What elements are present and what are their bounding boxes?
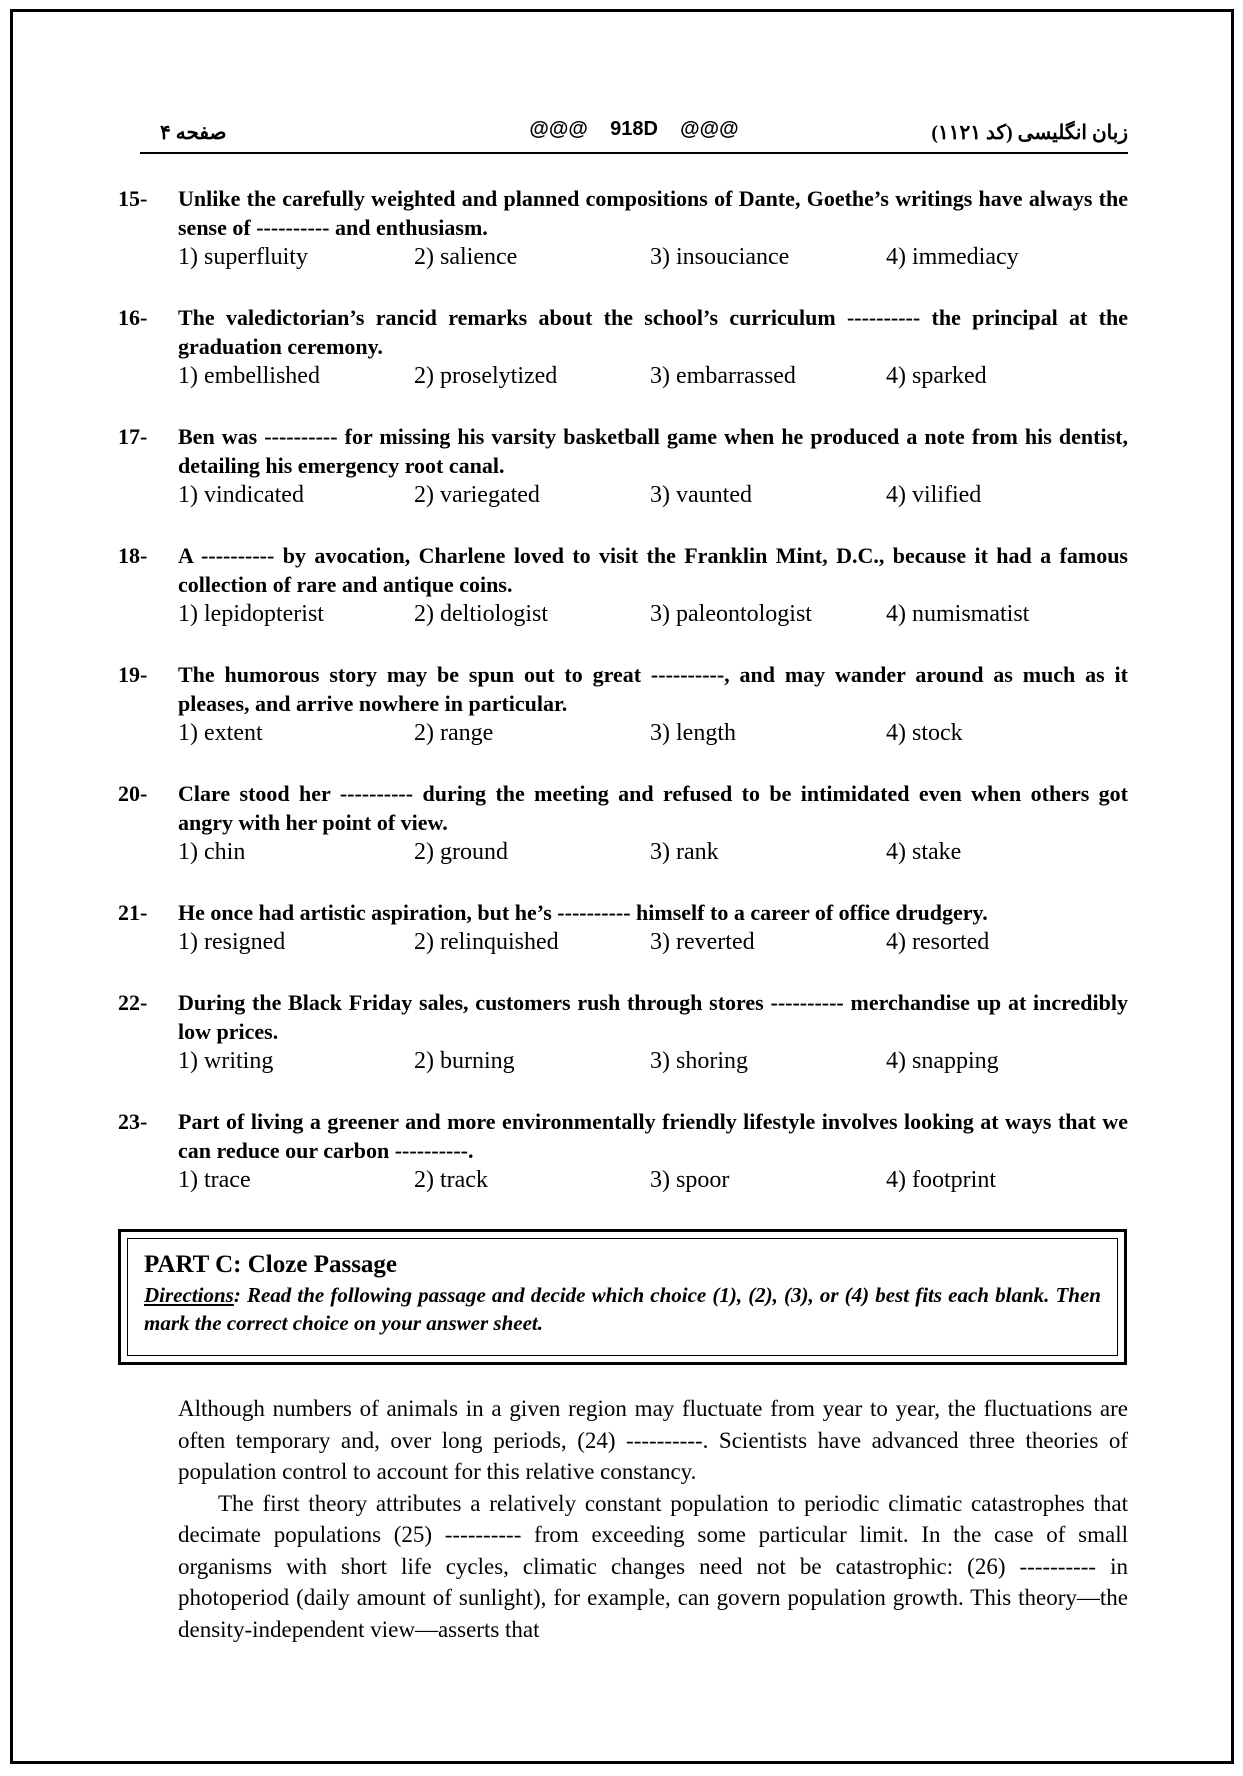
question-stem: A ---------- by avocation, Charlene loved to visit the Franklin Mint, D.C., because it had a famous collection of rare and antique coins. xyxy=(178,543,1128,597)
option-3: 3) shoring xyxy=(650,1048,748,1074)
question-stem: Part of living a greener and more environmentally friendly lifestyle involves looking at ways that we can reduce our carbon ----------. xyxy=(178,1109,1128,1163)
option-4: 4) footprint xyxy=(886,1167,996,1193)
part-c-title: PART C: Cloze Passage xyxy=(144,1251,398,1278)
option-2: 2) variegated xyxy=(414,482,540,508)
option-4: 4) numismatist xyxy=(886,601,1030,627)
option-1: 1) resigned xyxy=(178,929,286,955)
question-18 xyxy=(118,541,1128,630)
option-row xyxy=(178,242,1128,273)
question-23 xyxy=(118,1107,1128,1196)
page-number-label: صفحه ۴ xyxy=(160,122,227,144)
directions-label: Directions xyxy=(144,1283,234,1307)
option-row xyxy=(178,718,1128,749)
question-17 xyxy=(118,422,1128,511)
option-2: 2) salience xyxy=(414,244,518,270)
question-stem: The humorous story may be spun out to great ----------, and may wander around as much as it pleases, and arrive nowhere in particular. xyxy=(178,662,1128,716)
option-1: 1) superfluity xyxy=(178,244,308,270)
option-2: 2) range xyxy=(414,720,494,746)
option-3: 3) insouciance xyxy=(650,244,790,270)
question-number: 19- xyxy=(118,662,148,687)
question-number: 16- xyxy=(118,305,148,330)
question-stem: Ben was ---------- for missing his varsity basketball game when he produced a note from his dentist, detailing his emergency root canal. xyxy=(178,424,1128,478)
option-2: 2) ground xyxy=(414,839,508,865)
question-stem: Unlike the carefully weighted and planned compositions of Dante, Goethe’s writings have always the sense of ---------- and enthusiasm. xyxy=(178,186,1128,240)
option-4: 4) vilified xyxy=(886,482,982,508)
option-2: 2) deltiologist xyxy=(414,601,548,627)
option-row xyxy=(178,480,1128,511)
option-4: 4) resorted xyxy=(886,929,990,955)
question-number: 15- xyxy=(118,186,148,211)
option-2: 2) burning xyxy=(414,1048,515,1074)
cloze-passage xyxy=(178,1393,1128,1645)
option-4: 4) stake xyxy=(886,839,962,865)
option-3: 3) length xyxy=(650,720,736,746)
option-4: 4) stock xyxy=(886,720,963,746)
option-2: 2) relinquished xyxy=(414,929,559,955)
question-22 xyxy=(118,988,1128,1077)
option-3: 3) rank xyxy=(650,839,719,865)
question-number: 21- xyxy=(118,900,148,925)
option-3: 3) vaunted xyxy=(650,482,752,508)
option-1: 1) chin xyxy=(178,839,246,865)
question-stem: The valedictorian’s rancid remarks about the school’s curriculum ---------- the principal at the graduation ceremony. xyxy=(178,305,1128,359)
option-4: 4) immediacy xyxy=(886,244,1019,270)
question-stem: During the Black Friday sales, customers rush through stores ---------- merchandise up at incredibly low prices. xyxy=(178,990,1128,1044)
part-c-box xyxy=(118,1229,1127,1365)
option-row xyxy=(178,837,1128,868)
question-15 xyxy=(118,184,1128,273)
option-1: 1) writing xyxy=(178,1048,274,1074)
option-3: 3) paleontologist xyxy=(650,601,812,627)
option-row xyxy=(178,361,1128,392)
part-c-inner-frame xyxy=(127,1238,1118,1356)
passage-paragraph-2: The first theory attributes a relatively constant population to periodic climatic catastrophes that decimate populations (25) ---------- from exceeding some particular limit. In the case of small organisms with short life cycles, climatic changes need not be catastrophic: (26) ---------- in photoperiod (daily amount of sunlight), for example, can govern population growth. This theory—the density-independent view—asserts that xyxy=(178,1490,1128,1642)
question-number: 20- xyxy=(118,781,148,806)
option-row xyxy=(178,927,1128,958)
option-3: 3) reverted xyxy=(650,929,755,955)
option-3: 3) spoor xyxy=(650,1167,730,1193)
option-4: 4) snapping xyxy=(886,1048,999,1074)
option-2: 2) proselytized xyxy=(414,363,558,389)
booklet-code: @@@ 918D @@@ xyxy=(529,118,739,140)
option-2: 2) track xyxy=(414,1167,488,1193)
question-19 xyxy=(118,660,1128,749)
option-1: 1) extent xyxy=(178,720,263,746)
page-header xyxy=(140,118,1128,154)
option-1: 1) embellished xyxy=(178,363,320,389)
question-list xyxy=(118,184,1128,1226)
subject-title: زبان انگلیسی (کد ۱۱۲۱) xyxy=(931,122,1128,144)
directions-text: : Read the following passage and decide which choice (1), (2), (3), or (4) best fits each blank. Then mark the correct choice on your answer sheet. xyxy=(144,1283,1101,1335)
question-20 xyxy=(118,779,1128,868)
option-row xyxy=(178,1165,1128,1196)
question-21 xyxy=(118,898,1128,958)
passage-paragraph-1: Although numbers of animals in a given region may fluctuate from year to year, the fluctuations are often temporary and, over long periods, (24) ----------. Scientists have advanced three theories of population control to account for this relative constancy. xyxy=(178,1396,1128,1484)
option-row xyxy=(178,1046,1128,1077)
question-16 xyxy=(118,303,1128,392)
option-1: 1) trace xyxy=(178,1167,251,1193)
option-4: 4) sparked xyxy=(886,363,987,389)
question-number: 18- xyxy=(118,543,148,568)
question-number: 17- xyxy=(118,424,148,449)
question-stem: He once had artistic aspiration, but he’s ---------- himself to a career of office drudgery. xyxy=(178,900,988,925)
question-number: 23- xyxy=(118,1109,148,1134)
question-number: 22- xyxy=(118,990,148,1015)
option-row xyxy=(178,599,1128,630)
question-stem: Clare stood her ---------- during the meeting and refused to be intimidated even when others got angry with her point of view. xyxy=(178,781,1128,835)
option-3: 3) embarrassed xyxy=(650,363,796,389)
part-c-directions xyxy=(144,1281,1101,1337)
option-1: 1) lepidopterist xyxy=(178,601,324,627)
option-1: 1) vindicated xyxy=(178,482,304,508)
